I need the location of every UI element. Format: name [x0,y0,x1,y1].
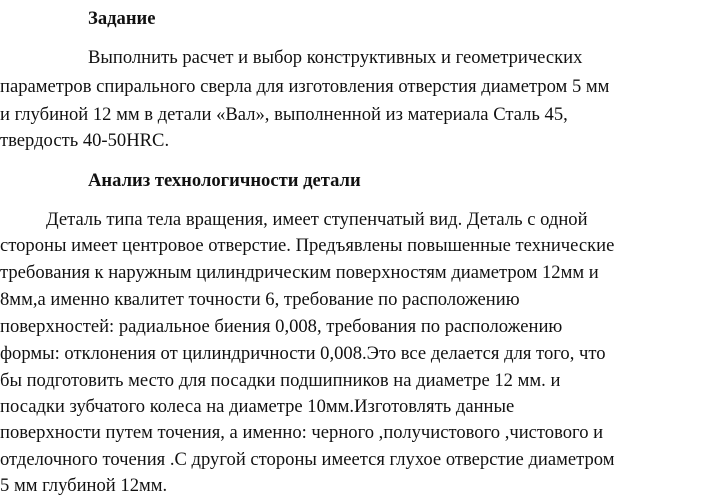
paragraph-line: бы подготовить место для посадки подшипников на диаметре 12 мм. и [0,370,561,391]
paragraph-line: Деталь типа тела вращения, имеет ступенчатый вид. Деталь с одной [46,209,588,230]
paragraph-line: посадки зубчатого колеса на диаметре 10мм.Изготовлять данные [0,396,515,417]
paragraph-line: 5 мм глубиной 12мм. [0,475,168,496]
paragraph-line: требования к наружным цилиндрическим поверхностям диаметром 12мм и [0,262,599,283]
paragraph-line: 8мм,а именно квалитет точности 6, требование по расположению [0,289,520,310]
paragraph-line: стороны имеет центровое отверстие. Предъявлены повышенные технические [0,235,615,256]
paragraph-line: поверхностей: радиальное биения 0,008, требования по расположению [0,316,563,337]
paragraph-line: формы: отклонения от цилиндричности 0,008.Это все делается для того, что [0,343,606,364]
section-heading-task: Задание [88,8,156,29]
paragraph-line: параметров спирального сверла для изготовления отверстия диаметром 5 мм [0,76,610,97]
paragraph-line: Выполнить расчет и выбор конструктивных и геометрических [88,47,583,68]
paragraph-line: твердость 40-50HRC. [0,130,170,151]
paragraph-line: поверхности путем точения, а именно: черного ,получистового ,чистового и [0,422,604,443]
paragraph-line: отделочного точения .С другой стороны имеется глухое отверстие диаметром [0,449,615,470]
paragraph-line: и глубиной 12 мм в детали «Вал», выполненной из материала Сталь 45, [0,104,568,125]
section-heading-analysis: Анализ технологичности детали [88,170,361,191]
